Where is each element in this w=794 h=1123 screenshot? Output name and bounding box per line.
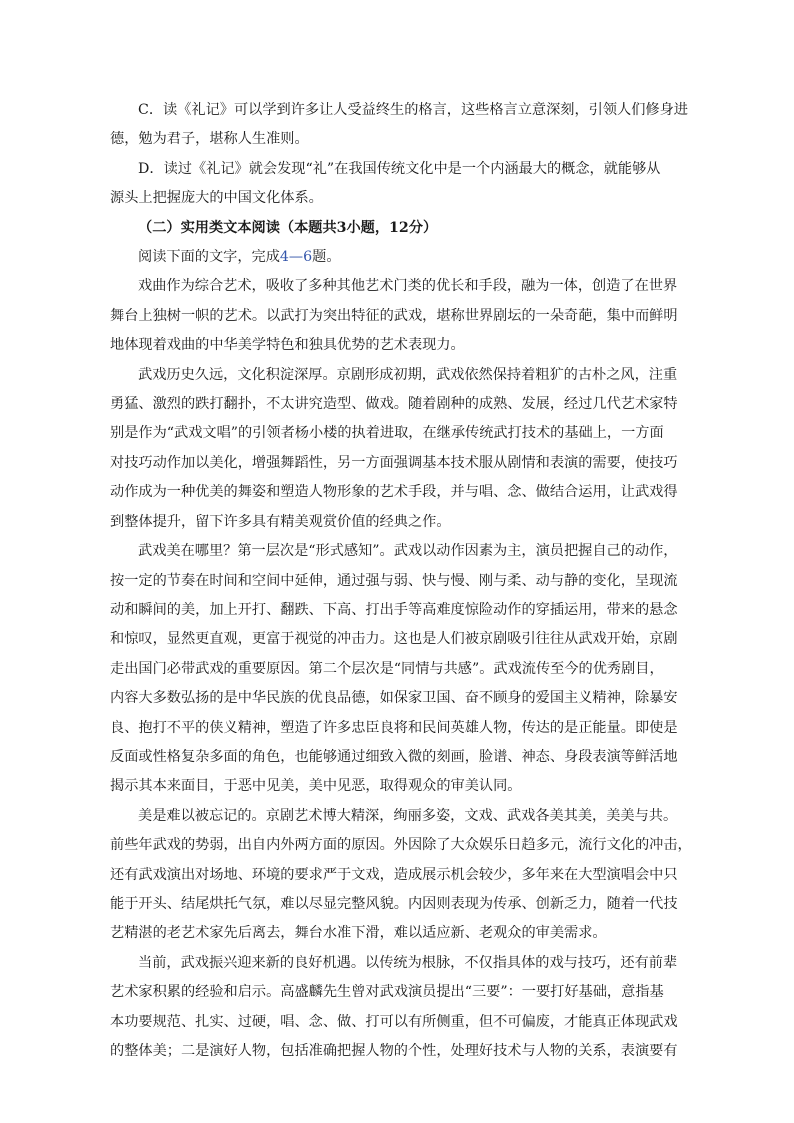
- paragraph-5: [110, 949, 684, 1067]
- paragraph-line: 本功要规范、扎实、过硬，唱、念、做、打可以有所侧重，但不可偏废，才能真正体现武戏: [110, 1013, 678, 1030]
- paragraph-line: 艺术家积累的经验和启示。高盛麟先生曾对武戏演员提出“三要”：一要打好基础，意指基: [110, 984, 664, 1001]
- paragraph-line: 当前，武戏振兴迎来新的良好机遇。以传统为根脉，不仅指具体的戏与技巧，还有前辈: [138, 954, 678, 971]
- paragraph-line: 地体现着戏曲的中华美学特色和独具优势的艺术表现力。: [110, 337, 465, 354]
- paragraph-line: 的整体美；二是演好人物，包括准确把握人物的个性，处理好技术与人物的关系，表演要有: [110, 1043, 678, 1059]
- option-d-line-1: D．读过《礼记》就会发现“礼”在我国传统文化中是一个内涵最大的概念，就能够从: [138, 160, 661, 177]
- paragraph-4: [110, 802, 692, 949]
- paragraph-line: 按一定的节奏在时间和空间中延伸，通过强与弱、快与慢、刚与柔、动与静的变化，呈现流: [110, 572, 678, 589]
- paragraph-line: 良、抱打不平的侠义精神，塑造了许多忠臣良将和民间英雄人物，传达的是正能量。即使是: [110, 719, 678, 736]
- paragraph-line: 动作成为一种优美的舞姿和塑造人物形象的艺术手段，并与唱、念、做结合运用，让武戏得: [110, 484, 678, 501]
- instruction-prefix: 阅读下面的文字，完成: [138, 249, 280, 266]
- document-page: [110, 96, 692, 1066]
- paragraph-line: 戏曲作为综合艺术，吸收了多种其他艺术门类的优长和手段，融为一体，创造了在世界: [138, 278, 678, 295]
- option-c: [110, 96, 688, 155]
- option-c-line-1: C．读《礼记》可以学到许多让人受益终生的格言，这些格言立意深刻，引领人们修身进: [138, 102, 688, 118]
- paragraph-line: 美是难以被忘记的。京剧艺术博大精深，绚丽多姿，文戏、武戏各美其美，美美与共。: [138, 807, 678, 824]
- paragraph-line: 到整体提升，留下许多具有精美观赏价值的经典之作。: [110, 513, 451, 530]
- paragraph-2: [110, 361, 684, 537]
- paragraph-line: 和惊叹，显然更直观，更富于视觉的冲击力。这也是人们被京剧吸引往往从武戏开始，京剧: [110, 631, 678, 648]
- option-d-line-2: 源头上把握庞大的中国文化体系。: [110, 190, 323, 207]
- paragraph-line: 动和瞬间的美，加上开打、翻跌、下高、打出手等高难度惊险动作的穿插运用，带来的悬念: [110, 601, 678, 618]
- paragraph-line: 武戏历史久远，文化积淀深厚。京剧形成初期，武戏依然保持着粗犷的古朴之风，注重: [138, 366, 678, 383]
- instruction-range: 4—6: [279, 249, 313, 266]
- paragraph-line: 还有武戏演出对场地、环境的要求严于文戏，造成展示机会较少，多年来在大型演唱会中只: [110, 866, 678, 883]
- paragraph-1: [110, 272, 684, 360]
- paragraph-line: 能于开头、结尾烘托气氛，难以尽显完整风貌。内因则表现为传承、创新乏力，随着一代技: [110, 895, 678, 912]
- paragraph-line: 对技巧动作加以美化，增强舞蹈性，另一方面强调基本技术服从剧情和表演的需要，使技巧: [110, 454, 678, 471]
- paragraph-line: 内容大多数弘扬的是中华民族的优良品德，如保家卫国、奋不顾身的爱国主义精神，除暴安: [110, 690, 678, 707]
- section-title: （二）实用类文本阅读（本题共3小题，12分）: [138, 219, 438, 236]
- paragraph-line: 走出国门必带武戏的重要原因。第二个层次是“同情与共感”。武戏流传至今的优秀剧目，: [110, 660, 664, 677]
- paragraph-line: 艺精湛的老艺术家先后离去，舞台水准下滑，难以适应新、老观众的审美需求。: [110, 925, 607, 942]
- section-instruction: [110, 243, 684, 272]
- paragraph-line: 别是作为“武戏文唱”的引领者杨小楼的执着进取，在继承传统武打技术的基础上，一方面: [110, 425, 664, 442]
- paragraph-line: 揭示其本来面目，于恶中见美，美中见恶，取得观众的审美认同。: [110, 778, 522, 795]
- option-c-line-2: 德，勉为君子，堪称人生准则。: [110, 131, 309, 148]
- instruction-suffix: 题。: [312, 249, 341, 266]
- option-d: [110, 155, 684, 214]
- paragraph-line: 武戏美在哪里？第一层次是“形式感知”。武戏以动作因素为主，演员把握自己的动作，: [138, 543, 678, 560]
- paragraph-line: 前些年武戏的势弱，出自内外两方面的原因。外因除了大众娱乐日趋多元，流行文化的冲击，: [110, 837, 692, 854]
- paragraph-line: 反面或性格复杂多面的角色，也能够通过细致入微的刻画，脸谱、神态、身段表演等鲜活地: [110, 748, 678, 765]
- paragraph-3: [110, 537, 684, 802]
- paragraph-line: 舞台上独树一帜的艺术。以武打为突出特征的武戏，堪称世界剧坛的一朵奇葩，集中而鲜明: [110, 307, 678, 324]
- paragraph-line: 勇猛、激烈的跌打翻扑，不太讲究造型、做戏。随着剧种的成熟、发展，经过几代艺术家特: [110, 396, 678, 413]
